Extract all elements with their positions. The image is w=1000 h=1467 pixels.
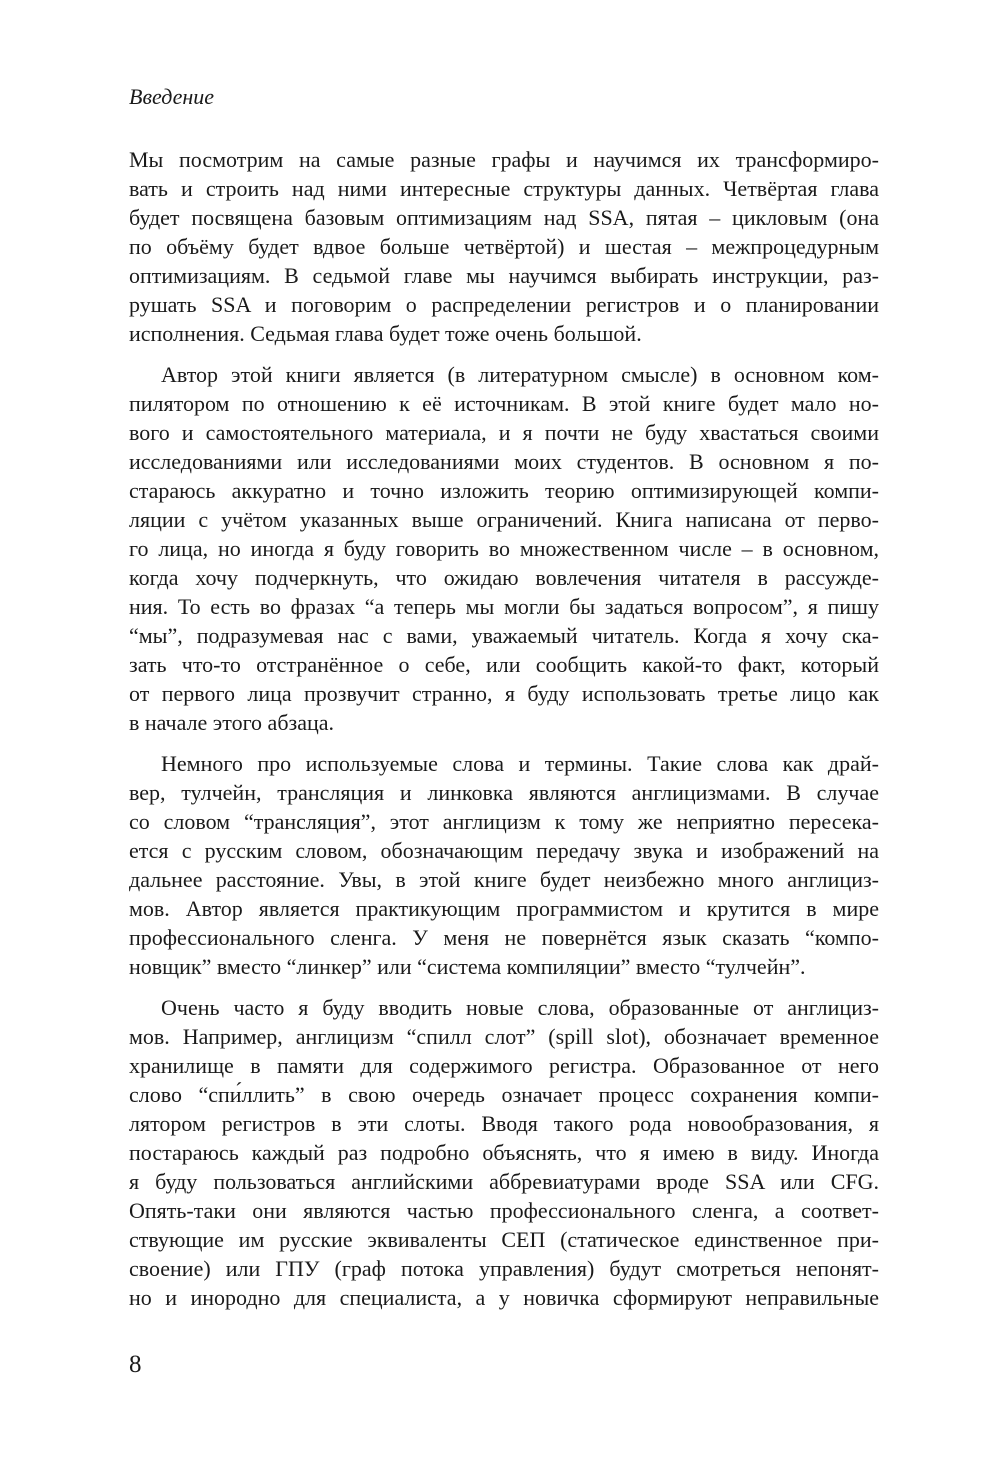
- text-line: я буду пользоваться английскими аббревиатурами вроде SSA или CFG.: [129, 1169, 879, 1194]
- text-line: но и инородно для специалиста, а у новичка сформируют неправильные: [129, 1285, 879, 1310]
- text-line: ляции с учётом указанных выше ограничений. Книга написана от перво-: [129, 507, 879, 532]
- text-line: Мы посмотрим на самые разные графы и научимся их трансформиро-: [129, 147, 879, 172]
- text-line: в начале этого абзаца.: [129, 710, 335, 735]
- text-line: мов. Например, англицизм “спилл слот” (spill slot), обозначает временное: [129, 1024, 879, 1049]
- text-line: со словом “трансляция”, этот англицизм к тому же неприятно пересека-: [129, 809, 879, 834]
- text-line: ствующие им русские эквиваленты СЕП (статическое единственное при-: [129, 1227, 879, 1252]
- text-line: го лица, но иногда я буду говорить во множественном числе – в основном,: [129, 536, 879, 561]
- text-line: пилятором по отношению к её источникам. В этой книге будет мало но-: [129, 391, 879, 416]
- text-line: новщик” вместо “линкер” или “система компиляции” вместо “тулчейн”.: [129, 954, 806, 979]
- text-line: оптимизациям. В седьмой главе мы научимся выбирать инструкции, раз-: [129, 263, 879, 288]
- text-line: исследованиями или исследованиями моих студентов. В основном я по-: [129, 449, 879, 474]
- paragraph: [129, 360, 879, 737]
- text-line: будет посвящена базовым оптимизациям над SSA, пятая – цикловым (она: [129, 205, 879, 230]
- text-line: когда хочу подчеркнуть, что ожидаю вовлечения читателя в рассужде-: [129, 565, 879, 590]
- running-header: Введение: [129, 84, 215, 109]
- text-line: зать что-то отстранённое о себе, или сообщить какой-то факт, который: [129, 652, 879, 677]
- text-line: слово “спи́ллить” в свою очередь означает процесс сохранения компи-: [129, 1082, 879, 1107]
- text-line: профессионального сленга. У меня не повернётся язык сказать “компо-: [129, 925, 879, 950]
- paragraph: [129, 993, 879, 1312]
- text-line: вого и самостоятельного материала, и я почти не буду хвастаться своими: [129, 420, 879, 445]
- text-line: Автор этой книги является (в литературном смысле) в основном ком-: [161, 362, 879, 387]
- text-line: Немного про используемые слова и термины. Такие слова как драй-: [161, 751, 879, 776]
- text-line: рушать SSA и поговорим о распределении регистров и о планировании: [129, 292, 879, 317]
- text-line: Очень часто я буду вводить новые слова, образованные от англициз-: [161, 995, 879, 1020]
- text-line: стараюсь аккуратно и точно изложить теорию оптимизирующей компи-: [129, 478, 879, 503]
- text-line: своение) или ГПУ (граф потока управления) будут смотреться непонят-: [129, 1256, 879, 1281]
- text-line: Опять-таки они являются частью профессионального сленга, а соответ-: [129, 1198, 879, 1223]
- page-body: [129, 145, 879, 1324]
- text-line: ется с русским словом, обозначающим передачу звука и изображений на: [129, 838, 879, 863]
- text-line: мов. Автор является практикующим программистом и крутится в мире: [129, 896, 879, 921]
- text-line: лятором регистров в эти слоты. Вводя такого рода новообразования, я: [129, 1111, 879, 1136]
- paragraph: [129, 749, 879, 981]
- text-line: хранилище в памяти для содержимого регистра. Образованное от него: [129, 1053, 879, 1078]
- text-line: ния. То есть во фразах “а теперь мы могли бы задаться вопросом”, я пишу: [129, 594, 879, 619]
- text-line: “мы”, подразумевая нас с вами, уважаемый читатель. Когда я хочу ска-: [129, 623, 879, 648]
- text-line: от первого лица прозвучит странно, я буду использовать третье лицо как: [129, 681, 879, 706]
- text-line: постараюсь каждый раз подробно объяснять, что я имею в виду. Иногда: [129, 1140, 879, 1165]
- page-number: 8: [129, 1351, 142, 1378]
- text-line: исполнения. Седьмая глава будет тоже очень большой.: [129, 321, 642, 346]
- text-line: дальнее расстояние. Увы, в этой книге будет неизбежно много англициз-: [129, 867, 879, 892]
- paragraph: [129, 145, 879, 348]
- text-line: по объёму будет вдвое больше четвёртой) и шестая – межпроцедурным: [129, 234, 879, 259]
- text-line: вер, тулчейн, трансляция и линковка являются англицизмами. В случае: [129, 780, 879, 805]
- text-line: вать и строить над ними интересные структуры данных. Четвёртая глава: [129, 176, 879, 201]
